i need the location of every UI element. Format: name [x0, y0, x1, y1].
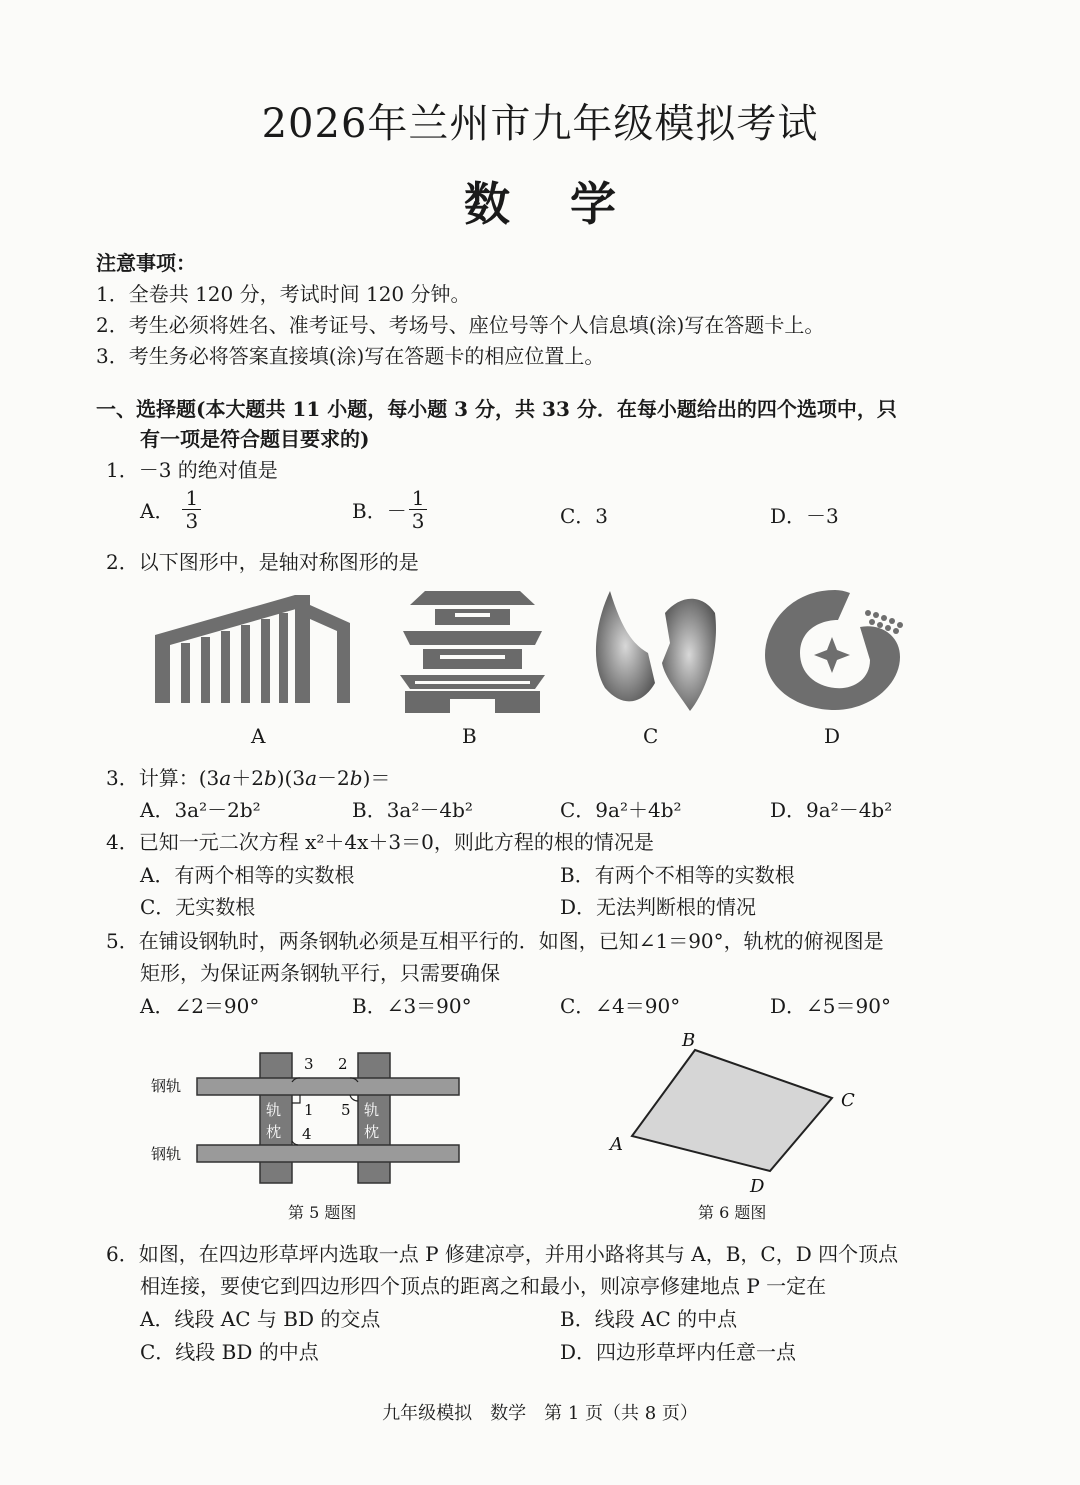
section1-heading-line1: 一、选择题(本大题共 11 小题，每小题 3 分，共 33 分．在每小题给出的四个选项中，只 — [96, 397, 897, 421]
page-footer: 九年级模拟 数学 第 1 页（共 8 页） — [382, 1403, 698, 1424]
q2-label-b: B — [462, 724, 477, 748]
q2-label-a: A — [251, 724, 266, 748]
q3-stem-prefix: 3．计算：(3 — [106, 766, 220, 790]
logo-left-half — [596, 591, 655, 701]
q4-option-d: D．无法判断根的情况 — [560, 895, 757, 919]
q1-a-numerator: 1 — [182, 487, 201, 510]
angle-label-5: 5 — [341, 1101, 351, 1119]
angle-label-1: 1 — [304, 1101, 314, 1119]
figure-6-quadrilateral — [600, 1028, 870, 1198]
q2-label-c: C — [643, 724, 659, 748]
q6-option-c: C．线段 BD 的中点 — [140, 1340, 319, 1364]
q5-stem-line1: 5．在铺设钢轨时，两条钢轨必须是互相平行的．如图，已知∠1＝90°，轨枕的俯视图是 — [106, 929, 884, 953]
q5-option-b: B．∠3＝90° — [352, 994, 472, 1018]
q2-label-d: D — [824, 724, 841, 748]
q6-option-d: D．四边形草坪内任意一点 — [560, 1340, 797, 1364]
q1-option-a-label: A． — [140, 499, 175, 523]
rail-top — [197, 1078, 459, 1095]
q1-option-b-fraction — [409, 487, 428, 532]
notice-item-3: 3．考生务必将答案直接填(涂)写在答题卡的相应位置上。 — [96, 344, 605, 368]
right-angle-1 — [292, 1095, 300, 1103]
notice-item-1: 1．全卷共 120 分，考试时间 120 分钟。 — [96, 282, 471, 306]
q6-stem-line2: 相连接，要使它到四边形四个顶点的距离之和最小，则凉亭修建地点 P 一定在 — [140, 1274, 827, 1298]
q4-stem: 4．已知一元二次方程 x²＋4x＋3＝0，则此方程的根的情况是 — [106, 830, 654, 854]
vertex-label-a: A — [610, 1134, 623, 1155]
tie-label-right-2: 枕 — [364, 1123, 380, 1141]
notice-heading: 注意事项： — [96, 251, 196, 275]
q1-option-c: C．3 — [560, 504, 609, 528]
q3-option-b: B．3a²－4b² — [352, 798, 473, 822]
q2-figure-c — [590, 583, 720, 718]
q2-figure-b — [395, 583, 550, 718]
q1-stem: 1．－3 的绝对值是 — [106, 458, 278, 482]
q1-option-b-label: B．－ — [352, 499, 407, 523]
building-wall — [295, 595, 310, 703]
rail-label-top: 钢轨 — [151, 1077, 182, 1095]
rail-bottom — [197, 1145, 459, 1162]
vertex-label-c: C — [841, 1090, 855, 1111]
q1-option-a — [140, 487, 201, 532]
q4-option-a: A．有两个相等的实数根 — [140, 863, 355, 887]
q3-option-c: C．9a²＋4b² — [560, 798, 682, 822]
q1-option-b — [352, 487, 427, 532]
q4-option-b: B．有两个不相等的实数根 — [560, 863, 795, 887]
q5-option-c: C．∠4＝90° — [560, 994, 681, 1018]
figure-5-caption: 第 5 题图 — [288, 1203, 357, 1222]
angle-label-2: 2 — [338, 1055, 348, 1073]
star-icon — [814, 637, 850, 673]
notice-item-2: 2．考生必须将姓名、准考证号、考场号、座位号等个人信息填(涂)写在答题卡上。 — [96, 313, 825, 337]
tower-roof-top — [410, 591, 535, 605]
q5-stem-line2: 矩形，为保证两条钢轨平行，只需要确保 — [140, 961, 500, 985]
q4-option-c: C．无实数根 — [140, 895, 256, 919]
subject-title: 数学 — [464, 177, 676, 231]
tie-label-right-1: 轨 — [364, 1101, 380, 1119]
building-side — [310, 605, 350, 703]
q1-option-d: D．－3 — [770, 504, 839, 528]
q3-option-d: D．9a²－4b² — [770, 798, 893, 822]
q3-option-a: A．3a²－2b² — [140, 798, 261, 822]
q6-option-a: A．线段 AC 与 BD 的交点 — [140, 1307, 381, 1331]
rail-label-bottom: 钢轨 — [151, 1145, 182, 1163]
q2-figure-d — [760, 585, 910, 715]
vertex-label-d: D — [750, 1176, 765, 1197]
exam-title: 2026年兰州市九年级模拟考试 — [261, 101, 819, 147]
q1-b-denominator: 3 — [411, 509, 425, 533]
q1-option-a-fraction — [182, 487, 201, 532]
q1-a-denominator: 3 — [185, 509, 199, 533]
vertex-label-b: B — [682, 1030, 696, 1051]
figure-5-rails — [145, 1045, 475, 1190]
q5-option-a: A．∠2＝90° — [140, 994, 260, 1018]
angle-label-3: 3 — [304, 1055, 314, 1073]
angle-label-4: 4 — [302, 1125, 312, 1143]
q1-b-numerator: 1 — [409, 487, 428, 510]
tower-roof-mid — [403, 631, 542, 645]
tie-label-left-2: 枕 — [266, 1123, 282, 1141]
tower-base — [405, 691, 540, 713]
q6-option-b: B．线段 AC 的中点 — [560, 1307, 738, 1331]
figure-6-caption: 第 6 题图 — [698, 1203, 767, 1222]
quadrilateral-abcd — [632, 1050, 832, 1171]
q3-stem: 3．计算：(3a＋2b)(3a－2b)＝ — [106, 766, 391, 790]
q2-figure-a — [145, 585, 365, 710]
section1-heading-line2: 有一项是符合题目要求的) — [140, 427, 370, 451]
q6-stem-line1: 6．如图，在四边形草坪内选取一点 P 修建凉亭，并用小路将其与 A，B，C，D 四个顶点 — [106, 1242, 899, 1266]
tie-label-left-1: 轨 — [266, 1101, 282, 1119]
q5-option-d: D．∠5＝90° — [770, 994, 891, 1018]
q2-stem: 2．以下图形中，是轴对称图形的是 — [106, 550, 419, 574]
logo-right-half — [662, 599, 716, 711]
